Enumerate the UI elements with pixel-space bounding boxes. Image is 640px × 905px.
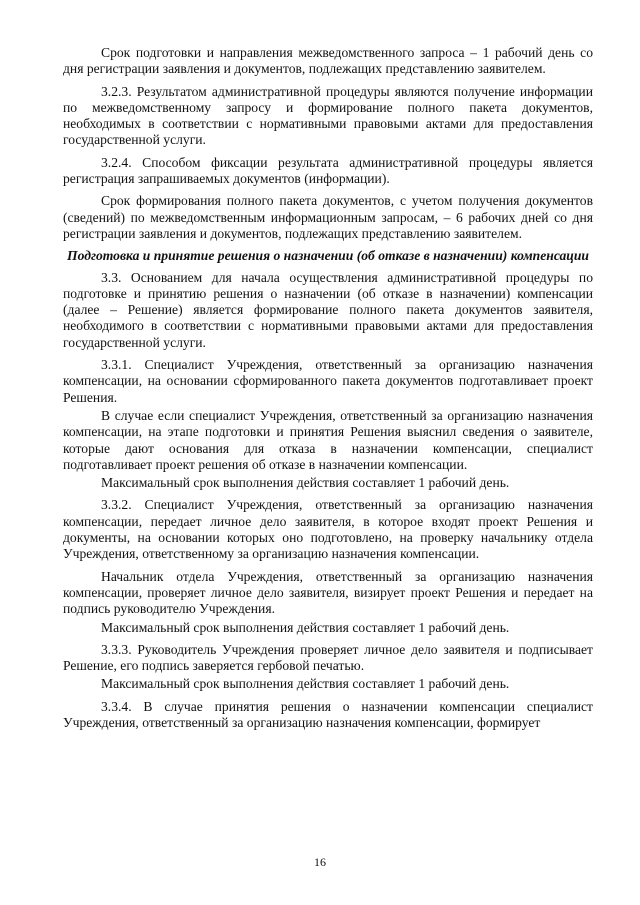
paragraph-refusal-case: В случае если специалист Учреждения, ответственный за организацию назначения компенсации, на этапе подготовки и принятия Решения выяснил сведения о заявителе, которые дают основания для отказа в назначении компенсации, специалист подготавливает проект решения об отказе в назначении компенсации. (63, 407, 593, 472)
paragraph-3-3-2: 3.3.2. Специалист Учреждения, ответственный за организацию назначения компенсации, передает личное дело заявителя, в которое входят проект Решения и документы, на основании которых оно подготовлено, на проверку начальнику отдела Учреждения, ответственному за организацию назначения компенсации. (63, 497, 593, 562)
paragraph-3-2-3: 3.2.3. Результатом административной процедуры являются получение информации по межведомственному запросу и формирование полного пакета документов, необходимых в соответствии с нормативными правовыми актами для предоставления государственной услуги. (63, 83, 593, 148)
page-content (63, 45, 593, 737)
paragraph-3-3: 3.3. Основанием для начала осуществления административной процедуры по подготовке и принятию решения о назначении (об отказе в назначении) компенсации (далее – Решение) является формирование полного пакета документов заявителя, необходимого в соответствии с нормативными правовыми актами для предоставления государственной услуги. (63, 269, 593, 350)
paragraph-3-3-1: 3.3.1. Специалист Учреждения, ответственный за организацию назначения компенсации, на основании сформированного пакета документов подготавливает проект Решения. (63, 357, 593, 405)
paragraph-max-term-3: Максимальный срок выполнения действия составляет 1 рабочий день. (101, 676, 510, 692)
paragraph-package-deadline: Срок формирования полного пакета документов, с учетом получения документов (сведений) по межведомственным информационным запросам, – 6 рабочих дней со дня регистрации заявления и документов, подлежащих представлению заявителем. (63, 193, 593, 241)
paragraph-3-2-4: 3.2.4. Способом фиксации результата административной процедуры является регистрация запрашиваемых документов (информации). (63, 154, 593, 187)
section-heading: Подготовка и принятие решения о назначении (об отказе в назначении) компенсации (67, 248, 589, 264)
paragraph-max-term-1: Максимальный срок выполнения действия составляет 1 рабочий день. (101, 475, 510, 491)
paragraph-3-3-4: 3.3.4. В случае принятия решения о назначении компенсации специалист Учреждения, ответственный за организацию назначения компенсации, формирует (63, 698, 593, 730)
paragraph-max-term-2: Максимальный срок выполнения действия составляет 1 рабочий день. (101, 619, 510, 635)
paragraph-deadline-request: Срок подготовки и направления межведомственного запроса – 1 рабочий день со дня регистрации заявления и документов, подлежащих представлению заявителем. (63, 45, 593, 77)
paragraph-3-3-3: 3.3.3. Руководитель Учреждения проверяет личное дело заявителя и подписывает Решение, его подпись заверяется гербовой печатью. (63, 641, 593, 674)
page-number: 16 (314, 855, 326, 869)
paragraph-department-head: Начальник отдела Учреждения, ответственный за организацию назначения компенсации, проверяет личное дело заявителя, визирует проект Решения и передает на подпись руководителю Учреждения. (63, 568, 593, 617)
